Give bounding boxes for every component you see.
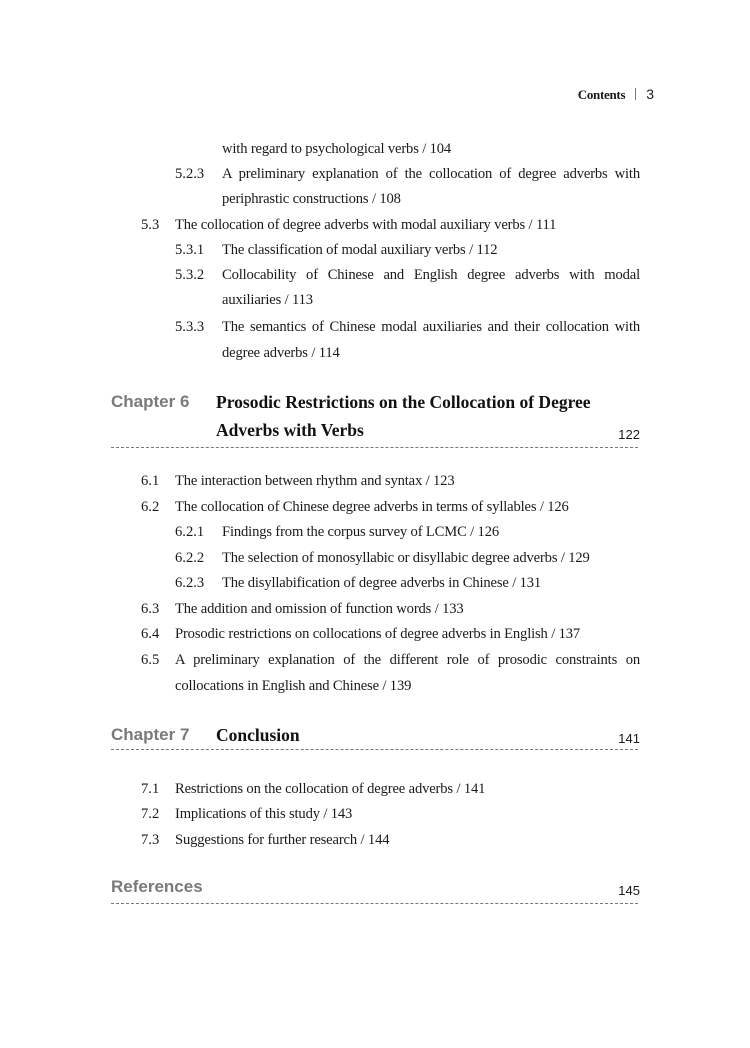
toc-entry-number: 6.5	[141, 652, 160, 668]
toc-entry-number: 7.3	[141, 832, 160, 848]
toc-entry-text: Prosodic restrictions on collocations of degree adverbs in English / 137	[175, 626, 581, 642]
toc-entry-text: Restrictions on the collocation of degree adverbs / 141	[175, 781, 486, 797]
dotted-divider	[111, 749, 638, 750]
toc-entry-text: A preliminary explanation of the collocation of degree adverbs with	[222, 166, 640, 182]
chapter-6-title: Adverbs with Verbs	[216, 420, 364, 440]
toc-entry-continuation: with regard to psychological verbs / 104	[222, 141, 452, 157]
toc-entry-text: The interaction between rhythm and syntax / 123	[175, 473, 455, 489]
references-label: References	[111, 877, 203, 896]
toc-entry-number: 5.3.1	[175, 242, 205, 258]
toc-entry-text: Collocability of Chinese and English degree adverbs with modal	[222, 267, 640, 283]
toc-entry-text: collocations in English and Chinese / 139	[175, 678, 412, 694]
toc-entry-number: 5.2.3	[175, 166, 205, 182]
toc-entry-text: A preliminary explanation of the different role of prosodic constraints on	[175, 652, 640, 668]
header-divider	[635, 88, 636, 100]
chapter-7-label: Chapter 7	[111, 725, 190, 744]
toc-entry-number: 5.3	[141, 217, 160, 233]
toc-entry-text: periphrastic constructions / 108	[222, 191, 401, 207]
chapter-6-page: 122	[618, 427, 640, 442]
chapter-6-title: Prosodic Restrictions on the Collocation of Degree	[216, 392, 591, 412]
toc-entry-number: 6.1	[141, 473, 160, 489]
toc-entry-text: The collocation of Chinese degree adverbs in terms of syllables / 126	[175, 499, 569, 515]
toc-entry-text: Findings from the corpus survey of LCMC / 126	[222, 524, 500, 540]
toc-entry-number: 6.3	[141, 601, 160, 617]
toc-entry-text: The disyllabification of degree adverbs in Chinese / 131	[222, 575, 542, 591]
toc-entry-text: The selection of monosyllabic or disyllabic degree adverbs / 129	[222, 550, 590, 566]
dotted-divider	[111, 447, 638, 448]
toc-entry-text: The semantics of Chinese modal auxiliaries and their collocation with	[222, 319, 640, 335]
toc-entry-text: Suggestions for further research / 144	[175, 832, 390, 848]
running-header	[578, 86, 654, 103]
toc-entry-number: 6.2	[141, 499, 160, 515]
toc-entry-number: 6.2.1	[175, 524, 205, 540]
toc-entry-number: 7.2	[141, 806, 160, 822]
toc-entry-number: 6.2.2	[175, 550, 205, 566]
toc-entry-number: 5.3.2	[175, 267, 205, 283]
toc-entry-text: The addition and omission of function words / 133	[175, 601, 464, 617]
toc-entry-text: degree adverbs / 114	[222, 345, 340, 361]
header-page-number: 3	[646, 86, 654, 102]
chapter-7-page: 141	[618, 731, 640, 746]
references-page: 145	[618, 883, 640, 898]
chapter-7-title: Conclusion	[216, 725, 300, 745]
toc-entry-number: 7.1	[141, 781, 160, 797]
header-section: Contents	[577, 87, 626, 102]
toc-entry-text: The collocation of degree adverbs with modal auxiliary verbs / 111	[175, 217, 557, 233]
toc-entry-number: 5.3.3	[175, 319, 205, 335]
toc-entry-number: 6.2.3	[175, 575, 205, 591]
toc-entry-text: Implications of this study / 143	[175, 806, 353, 822]
toc-entry-text: The classification of modal auxiliary verbs / 112	[222, 242, 498, 258]
toc-entry-text: auxiliaries / 113	[222, 292, 313, 308]
dotted-divider	[111, 903, 638, 904]
chapter-6-label: Chapter 6	[111, 392, 190, 411]
toc-entry-number: 6.4	[141, 626, 160, 642]
